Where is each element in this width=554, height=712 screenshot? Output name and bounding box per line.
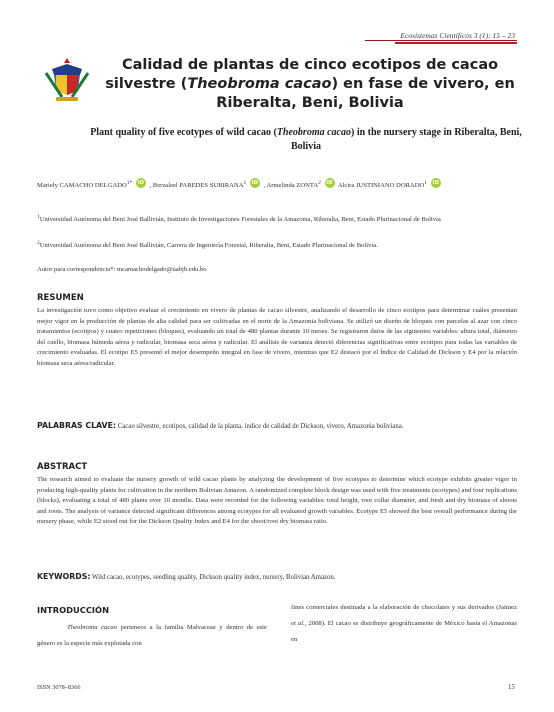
- university-logo: [42, 55, 92, 105]
- title-en-species: Theobroma cacao: [276, 127, 351, 138]
- title-es-species: Theobroma cacao: [187, 76, 332, 92]
- keywords-label: KEYWORDS:: [37, 572, 91, 581]
- author-4: Alcira JUSTINIANO DORADO: [337, 182, 425, 190]
- affiliation-1-sup: 1: [37, 214, 40, 220]
- intro-right-part2: , 2008). El cacao se distribuye geográficamente de México hasta el Amazonas en: [291, 620, 517, 643]
- affiliation-2-sup: 2: [37, 240, 40, 246]
- title-es-part1: Calidad de plantas de cinco ecotipos de cacao silvestre (: [105, 57, 499, 92]
- affiliation-1: [37, 212, 522, 225]
- intro-column-right: [291, 600, 517, 648]
- corresponding-author: Autor para correspondencia*: mcamachodelgado@uabjb.edu.bo: [37, 266, 207, 273]
- title-en-part1: Plant quality of five ecotypes of wild cacao (: [90, 127, 277, 138]
- title-es-part2: ) en fase de vivero, en Riberalta, Beni, Bolivia: [216, 76, 515, 111]
- palabras-clave: [37, 420, 517, 432]
- author-2: , Berzaleel PAREDES SUBIRANA: [149, 182, 244, 190]
- keywords-text: Wild cacao, ecotypes, seedling quality, Dickson quality index, nursery, Bolivian Amazon.: [90, 574, 336, 581]
- resumen-heading: RESUMEN: [37, 293, 84, 303]
- intro-column-left: [37, 620, 267, 652]
- author-1: Mariely CAMACHO DELGADO: [37, 182, 127, 190]
- abstract-text: The research aimed to evaluate the nursery growth of wild cacao plants by analyzing the development of five ecotypes to determine which ecotype exhibits greater vigor in producing high-quality plants for cultivation in the northern Bolivian Amazon. A randomized complete block design was used with five treatments (ecotypes) and four replications (blocks), evaluating a total of 480 plants over 10 months. Data were recorded for the following variables: total height, root collar diameter, and fresh and dry biomass of shoots and roots. The analysis of variance detected significant differences among ecotypes for all evaluated growth variables. Ecotype E5 showed the best overall performance during the nursery phase, while E2 stood out for the Dickson Quality Index and E4 for the shoot/root dry biomass ratio.: [37, 476, 517, 526]
- affiliation-1-text: Universidad Autónoma del Beni José Ballivián, Instituto de Investigaciones Forestales de la Amazonia, Riberalta, Beni, Estado Plurinacional de Bolivia: [39, 216, 441, 224]
- orcid-icon[interactable]: iD: [432, 180, 439, 187]
- author-list: [37, 172, 522, 197]
- orcid-icon[interactable]: iD: [251, 180, 259, 187]
- orcid-icon[interactable]: iD: [326, 180, 333, 187]
- paper-title-spanish: [100, 56, 520, 113]
- author-3: , Armelinda ZONTA: [263, 182, 319, 190]
- journal-reference: Ecosistemas Científicos 3 (1): 15 – 23: [400, 31, 515, 40]
- orcid-icon[interactable]: iD: [137, 180, 145, 187]
- intro-right-part1: fines comerciales destinada a la elaboración de chocolates y sus derivados (Jaimez: [291, 604, 517, 611]
- page-number: 15: [508, 684, 515, 691]
- resumen-text: La investigación tuvo como objetivo evaluar el crecimiento en vivero de plantas de cacao silvestre, analizando el desarrollo de cinco ecotipos para determinar cuáles presentan mejor vigor en la producción de plantas de alta calidad para ser cultivadas en el norte de la Amazonia boliviana. Se utilizó un diseño de bloques con parcelas al azar con cinco tratamientos (ecotipos) y cuatro repeticiones (bloques), evaluando un total de 480 plantas durante 10 meses. Se registraron datos de las siguientes variables: altura total, diámetro del cuello, biomasa húmeda aérea y radicular, biomasa seca aérea y radicular. El análisis de varianza detectó diferencias significativas entre ecotipos para todas las variables de crecimiento evaluadas. El ecotipo E5 presentó el mejor desempeño integral en fase de vivero, mientras que E2 destacó por el Índice de Calidad de Dickson y E4 por la relación biomasa seca aérea/radicular.: [37, 307, 517, 367]
- intro-left-text: pertenece a la familia Malvaceae y dentro de este género es la especie más explotada con: [37, 624, 267, 647]
- issn: ISSN 3078–8366: [37, 684, 81, 691]
- intro-right-etal: et al.: [291, 620, 305, 627]
- intro-species: Theobroma cacao: [67, 624, 118, 631]
- author-2-sup: 1: [243, 180, 247, 186]
- author-1-sup: 1*: [126, 180, 133, 186]
- affiliation-2-text: Universidad Autónoma del Beni José Ballivián, Carrera de Ingeniería Forestal, Riberalta, Beni, Estado Plurinacional de Bolivia.: [39, 242, 378, 250]
- header-rule-accent: [395, 42, 517, 44]
- paper-title-english: [86, 126, 526, 154]
- keywords: [37, 572, 517, 581]
- palabras-clave-text: Cacao silvestre, ecotipos, calidad de la planta, índice de calidad de Dickson, vivero, Amazonia boliviana.: [116, 423, 404, 430]
- abstract-heading: ABSTRACT: [37, 462, 88, 472]
- affiliation-2: [37, 238, 522, 251]
- header-rule: [365, 40, 517, 41]
- title-en-part2: ) in the nursery stage in Riberalta, Beni, Bolivia: [290, 127, 522, 152]
- introduction-heading: INTRODUCCIÓN: [37, 605, 110, 615]
- author-4-sup: 1: [424, 180, 428, 186]
- palabras-clave-label: PALABRAS CLAVE:: [37, 421, 117, 430]
- author-3-sup: 2: [318, 180, 321, 186]
